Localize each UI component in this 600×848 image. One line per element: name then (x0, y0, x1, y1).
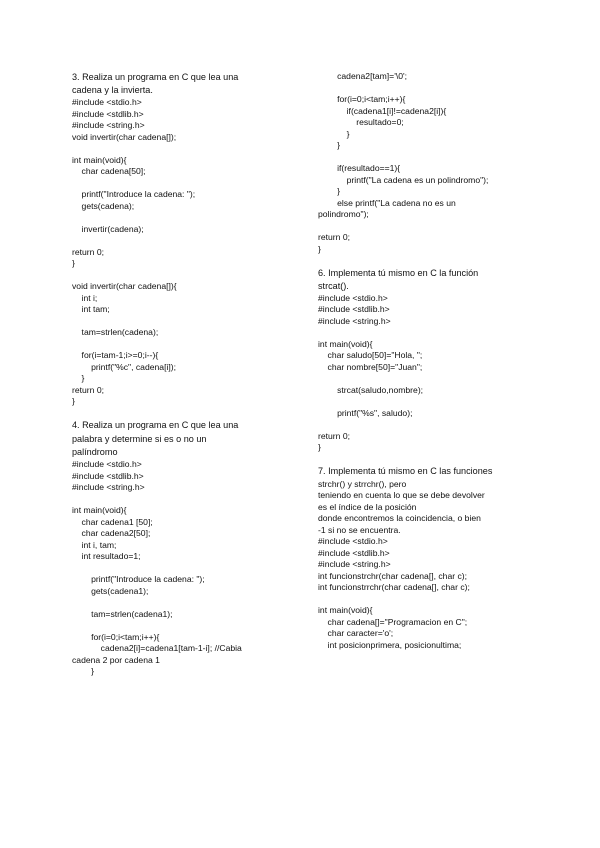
code-line: #include <stdio.h> (72, 459, 142, 470)
code-line: void invertir(char cadena[]){ (72, 281, 177, 292)
exercise-heading-line: strcat(). (318, 280, 349, 291)
code-line: int main(void){ (72, 154, 127, 165)
code-line: } (72, 373, 85, 384)
right-column (318, 71, 550, 651)
code-line: #include <stdlib.h> (318, 304, 390, 315)
blank-line (318, 255, 550, 267)
code-line: for(i=0;i<tam;i++){ (72, 631, 160, 642)
code-line: } (318, 442, 321, 453)
code-line: printf("%c", cadena[i]); (72, 361, 177, 372)
code-line: return 0; (318, 430, 351, 441)
code-line: char saludo[50]="Hola, "; (318, 350, 423, 361)
blank-line (72, 339, 300, 351)
code-line: tam=strlen(cadena1); (72, 608, 173, 619)
exercise-heading-line: palabra y determine si es o no un (72, 433, 207, 444)
code-line: #include <string.h> (72, 120, 145, 131)
code-line: int funcionstrchr(char cadena[], char c); (318, 570, 468, 581)
blank-line (72, 408, 300, 420)
code-line: printf("Introduce la cadena: "); (72, 574, 205, 585)
blank-line (72, 597, 300, 609)
code-line: #include <string.h> (72, 482, 145, 493)
blank-line (318, 327, 550, 339)
code-line: #include <string.h> (318, 315, 391, 326)
code-line: if(resultado==1){ (318, 163, 401, 173)
code-line: polindromo"); (318, 209, 369, 219)
code-line: } (318, 186, 340, 196)
blank-line (72, 235, 300, 247)
code-line: } (72, 396, 75, 407)
code-line: char cadena[]="Programacion en C"; (318, 616, 468, 627)
code-line: } (318, 140, 340, 150)
code-line: for(i=0;i<tam;i++){ (318, 94, 406, 104)
code-line: return 0; (72, 384, 105, 395)
blank-line (318, 454, 550, 466)
code-line: #include <stdlib.h> (72, 470, 144, 481)
code-line: #include <stdio.h> (318, 536, 388, 547)
code-line: donde encontremos la coincidencia, o bien (318, 513, 481, 524)
code-line: char cadena2[50]; (72, 528, 151, 539)
left-column (72, 71, 300, 678)
blank-line (318, 396, 550, 408)
code-line: cadena2[tam]='\0'; (318, 71, 408, 81)
code-line: es el índice de la posición (318, 501, 417, 512)
code-line: tam=strlen(cadena); (72, 327, 159, 338)
blank-line (72, 494, 300, 506)
code-line: else printf("La cadena no es un (318, 197, 456, 208)
exercise-heading-line: 7. Implementa tú mismo en C las funciones (318, 466, 493, 477)
code-line: resultado=0; (318, 117, 404, 127)
blank-line (318, 373, 550, 385)
code-line: -1 si no se encuentra. (318, 524, 401, 535)
exercise-heading-line: 6. Implementa tú mismo en C la función (318, 267, 479, 278)
code-line: int funcionstrrchr(char cadena[], char c); (318, 582, 470, 593)
code-line: #include <stdio.h> (318, 292, 388, 303)
code-line: int posicionprimera, posicionultima; (318, 639, 462, 650)
code-line: printf("La cadena es un polindromo"); (318, 174, 489, 185)
code-line: cadena 2 por cadena 1 (72, 654, 160, 665)
code-line: strchr() y strrchr(), pero (318, 478, 407, 489)
code-line: #include <stdio.h> (72, 97, 142, 108)
exercise-heading-line: palíndromo (72, 446, 118, 457)
blank-line (318, 152, 550, 164)
blank-line (318, 221, 550, 233)
blank-line (72, 212, 300, 224)
code-line: #include <string.h> (318, 559, 391, 570)
code-line: invertir(cadena); (72, 223, 144, 234)
code-line: #include <stdlib.h> (318, 547, 390, 558)
blank-line (72, 620, 300, 632)
blank-line (318, 83, 550, 95)
code-line: if(cadena1[i]!=cadena2[i]){ (318, 105, 447, 116)
code-line: printf("%s", saludo); (318, 407, 413, 418)
exercise-heading-line: cadena y la invierta. (72, 85, 153, 96)
code-line: } (72, 258, 75, 269)
code-line: cadena2[i]=cadena1[tam-1-i]; //Cabia (72, 643, 242, 654)
code-line: return 0; (318, 232, 351, 242)
code-line: char cadena1 [50]; (72, 516, 153, 527)
code-line: } (318, 128, 350, 139)
code-line: for(i=tam-1;i>=0;i--){ (72, 350, 159, 361)
code-line: int main(void){ (318, 338, 373, 349)
code-line: void invertir(char cadena[]); (72, 131, 177, 142)
code-line: int i, tam; (72, 539, 117, 550)
blank-line (318, 419, 550, 431)
code-line: } (318, 243, 321, 254)
code-line: gets(cadena); (72, 200, 135, 211)
blank-line (72, 143, 300, 155)
code-line: printf("Introduce la cadena: "); (72, 189, 196, 200)
code-line: int tam; (72, 304, 110, 315)
code-line: char nombre[50]="Juan"; (318, 361, 423, 372)
blank-line (72, 316, 300, 328)
exercise-heading-line: 3. Realiza un programa en C que lea una (72, 72, 239, 82)
code-line: teniendo en cuenta lo que se debe devolver (318, 490, 485, 501)
code-line: char cadena[50]; (72, 166, 146, 177)
code-line: int main(void){ (318, 605, 373, 616)
code-line: int main(void){ (72, 505, 127, 516)
code-line: } (72, 666, 94, 677)
code-line: #include <stdlib.h> (72, 108, 144, 119)
code-line: strcat(saludo,nombre); (318, 384, 424, 395)
code-line: int i; (72, 292, 98, 303)
blank-line (72, 563, 300, 575)
code-line: int resultado=1; (72, 551, 141, 562)
code-line: return 0; (72, 246, 105, 257)
code-line: char caracter='o'; (318, 628, 394, 639)
blank-line (318, 594, 550, 606)
blank-line (72, 270, 300, 282)
blank-line (72, 178, 300, 190)
exercise-heading-line: 4. Realiza un programa en C que lea una (72, 420, 239, 431)
code-line: gets(cadena1); (72, 585, 149, 596)
